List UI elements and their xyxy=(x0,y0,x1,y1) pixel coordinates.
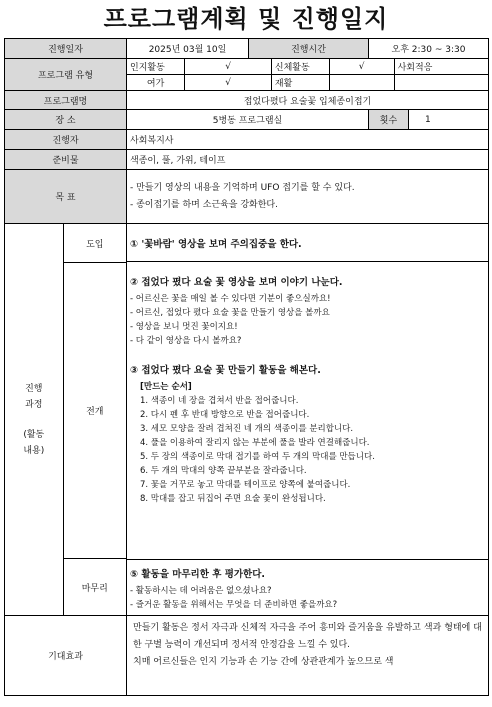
step-3: 3. 세모 모양을 잘려 겹쳐진 네 개의 색종이를 분리합니다. xyxy=(140,424,354,435)
process-label-3: (활동 xyxy=(23,429,45,440)
effect-row xyxy=(5,616,489,696)
count-value: 1 xyxy=(409,110,489,130)
order-title: [만드는 순서] xyxy=(140,382,192,393)
main-heading-2: ③ 접었다 폈다 요술 꽃 만들기 활동을 해본다. xyxy=(130,365,321,377)
process-label-2: 과정 xyxy=(25,399,43,410)
step-6: 6. 두 개의 막대의 양쪽 끝부분을 잘라줍니다. xyxy=(140,466,307,477)
main-line-1: - 어르신은 꽃을 매일 볼 수 있다면 기분이 좋으실까요! xyxy=(130,294,331,305)
intro-label: 도입 xyxy=(64,224,126,263)
date-label: 진행일자 xyxy=(5,39,127,59)
supplies-value: 색종이, 풀, 가위, 테이프 xyxy=(127,150,489,170)
count-label: 횟수 xyxy=(369,110,409,130)
process-label-1: 진행 xyxy=(25,383,43,394)
finish-heading: ⑤ 활동을 마무리한 후 평가한다. xyxy=(130,568,266,580)
supplies-label: 준비물 xyxy=(5,150,127,170)
place-row xyxy=(5,110,489,130)
name-row xyxy=(5,91,489,110)
process-label-4: 내용) xyxy=(23,445,45,456)
step-5: 5. 두 장의 색종이로 막대 접기를 하여 두 개의 막대를 만듭니다. xyxy=(140,452,375,463)
goal-row xyxy=(5,170,489,224)
step-2: 2. 다시 펜 후 반대 방향으로 반을 접어줍니다. xyxy=(140,410,310,421)
type-name-leisure: 여가 xyxy=(127,75,185,91)
main-line-4: - 다 같이 영상을 다시 볼까요? xyxy=(130,336,242,347)
type-mark-rehab xyxy=(329,75,394,91)
type-name-social: 사회적응 xyxy=(394,59,488,75)
effect-paragraph-1: 만들기 활동은 정서 자극과 신체적 자극을 주어 흥미와 즐거움을 유발하고 색과 형태에 대한 구별 능력이 개선되며 정서적 안정감을 느낄 수 있다. xyxy=(133,623,482,650)
main-heading-1: ② 접었다 폈다 요술 꽃 영상을 보며 이야기 나눈다. xyxy=(130,277,343,289)
place-value: 5병동 프로그램실 xyxy=(127,110,369,130)
type-empty xyxy=(394,75,488,91)
intro-text: ① '꽃바람' 영상을 보며 주의집중을 한다. xyxy=(130,238,302,250)
type-grid xyxy=(127,59,488,90)
step-8: 8. 막대를 잡고 뒤집어 주면 요술 꽃이 완성됩니다. xyxy=(140,494,326,505)
place-label: 장 소 xyxy=(5,110,127,130)
type-row xyxy=(5,59,489,91)
step-1: 1. 색종이 네 장을 겹쳐서 반을 접어줍니다. xyxy=(140,396,299,407)
type-mark-cognitive: √ xyxy=(185,59,272,75)
date-value: 2025년 03월 10일 xyxy=(127,39,249,59)
type-name-physical: 신체활동 xyxy=(271,59,329,75)
leader-value: 사회복지사 xyxy=(127,130,489,150)
type-mark-physical: √ xyxy=(329,59,394,75)
type-name-rehab: 재활 xyxy=(271,75,329,91)
type-label: 프로그램 유형 xyxy=(5,59,127,91)
time-label: 진행시간 xyxy=(249,39,369,59)
type-mark-leisure: √ xyxy=(185,75,272,91)
document-title: 프로그램계획 및 진행일지 xyxy=(103,5,389,33)
date-row xyxy=(5,39,489,59)
main-line-3: - 영상을 보니 멋진 꽃이지요! xyxy=(130,322,238,333)
type-name-cognitive: 인지활동 xyxy=(127,59,185,75)
effect-paragraph-2: 치매 어르신들은 인지 기능과 손 기능 간에 상관관계가 높으므로 색 xyxy=(133,657,394,667)
goal-label: 목 표 xyxy=(5,170,127,224)
supplies-row xyxy=(5,150,489,170)
goal-line-1: - 만들기 영상의 내용을 기억하며 UFO 접기를 할 수 있다. xyxy=(130,182,355,193)
intro-row xyxy=(5,224,489,262)
main-line-2: - 어르신, 접었다 폈다 요술 꽃을 만들기 영상을 볼까요 xyxy=(130,308,330,319)
finish-line-1: - 활동하시는 데 어려움은 없으셨나요? xyxy=(130,585,272,596)
program-name-label: 프로그램명 xyxy=(5,91,127,110)
finish-label: 마무리 xyxy=(81,583,108,594)
leader-label: 진행자 xyxy=(5,130,127,150)
step-7: 7. 꽃을 거꾸로 놓고 막대를 테이프로 양쪽에 붙여줍니다. xyxy=(140,480,351,491)
leader-row xyxy=(5,130,489,150)
step-4: 4. 풀을 이용하여 잘리지 않는 부분에 풀을 발라 연결해줍니다. xyxy=(140,438,370,449)
effect-label: 기대효과 xyxy=(5,616,127,696)
goal-line-2: - 종이접기를 하며 소근육을 강화한다. xyxy=(130,199,278,210)
finish-line-2: - 즐거운 활동을 위해서는 무엇을 더 준비하면 좋을까요? xyxy=(130,599,338,610)
time-value: 오후 2:30 ~ 3:30 xyxy=(369,39,489,59)
program-name-value: 접었다폈다 요술꽃 입체종이접기 xyxy=(127,91,489,110)
main-label: 전개 xyxy=(64,263,126,559)
program-log-table xyxy=(4,38,489,696)
